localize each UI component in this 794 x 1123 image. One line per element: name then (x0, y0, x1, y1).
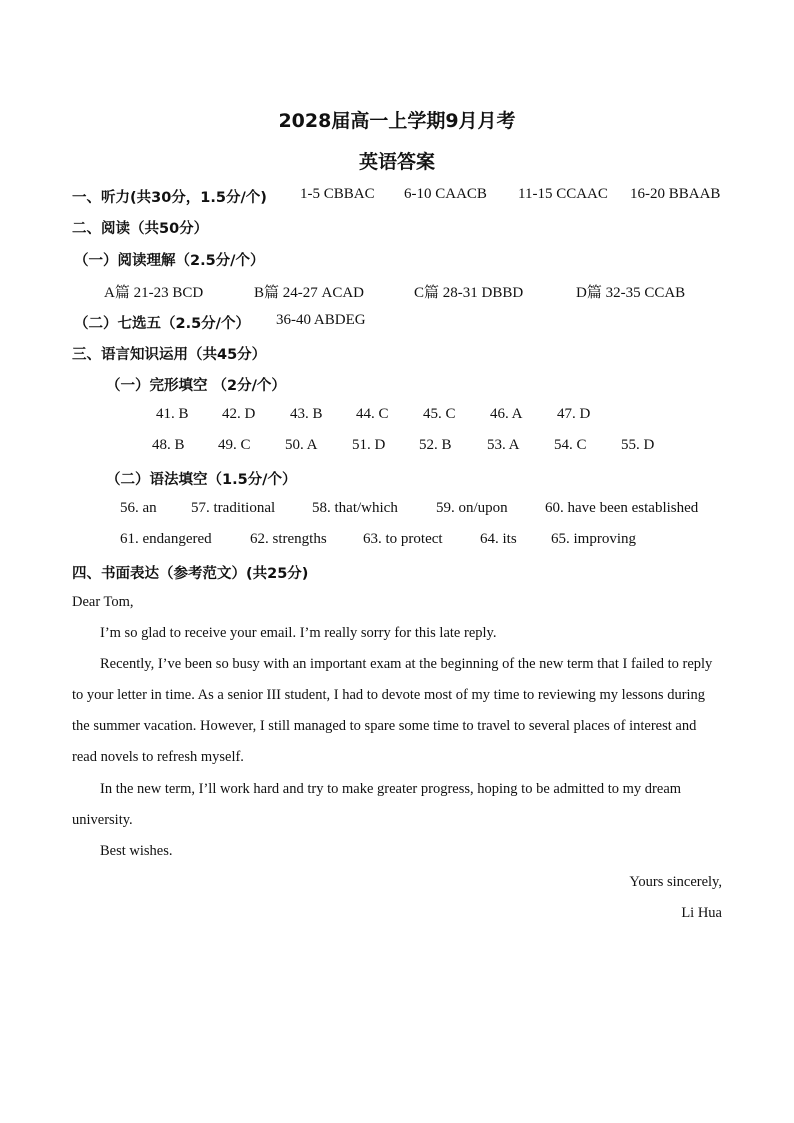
cloze-answer: 50. A (285, 437, 318, 453)
page-subtitle: 英语答案 (358, 151, 435, 173)
cloze-answer: 47. D (557, 406, 591, 422)
page-title: 2028届高一上学期9月月考 (278, 110, 516, 132)
cloze-answer: 45. C (423, 406, 456, 422)
letter-line: Best wishes. (100, 843, 173, 859)
listening-answer: 11-15 CCAAC (518, 186, 608, 202)
letter-line: Recently, I’ve been so busy with an important exam at the beginning of the new term that I failed to reply (100, 656, 713, 672)
cloze-answer: 46. A (490, 406, 523, 422)
grammar-answer: 60. have been established (545, 500, 699, 516)
listening-answer: 16-20 BBAAB (630, 186, 721, 202)
cloze-answer: 51. D (352, 437, 386, 453)
cloze-answer: 41. B (156, 406, 189, 422)
reading-answer: C篇 28-31 DBBD (414, 285, 524, 301)
grammar-answer: 65. improving (551, 531, 636, 547)
grammar-answer: 58. that/which (312, 500, 398, 516)
grammar-answer: 64. its (480, 531, 517, 547)
seven-choose-five-heading: （二）七选五（2.5分/个） (74, 316, 250, 332)
letter-line: university. (72, 812, 133, 828)
grammar-answer: 59. on/upon (436, 500, 508, 516)
letter-line: to your letter in time. As a senior III student, I had to devote most of my time to reviewing my lessons during (72, 687, 706, 703)
cloze-answer: 48. B (152, 437, 185, 453)
grammar-answer: 62. strengths (250, 531, 327, 547)
letter-line: I’m so glad to receive your email. I’m really sorry for this late reply. (100, 625, 497, 641)
cloze-answer: 43. B (290, 406, 323, 422)
grammar-answer: 56. an (120, 500, 157, 516)
listening-heading: 一、听力(共30分，1.5分/个) (72, 190, 267, 206)
grammar-answer: 63. to protect (363, 531, 443, 547)
letter-signature: Li Hua (681, 905, 722, 921)
cloze-answer: 49. C (218, 437, 251, 453)
reading-answer: D篇 32-35 CCAB (576, 285, 686, 301)
cloze-heading: （一）完形填空 （2分/个） (106, 378, 286, 394)
reading-heading: 二、阅读（共50分） (72, 221, 209, 237)
cloze-answer: 52. B (419, 437, 452, 453)
reading-comprehension-heading: （一）阅读理解（2.5分/个） (74, 253, 265, 269)
grammar-answer: 61. endangered (120, 531, 212, 547)
listening-answer: 6-10 CAACB (404, 186, 487, 202)
cloze-answer: 55. D (621, 437, 655, 453)
reading-answer: B篇 24-27 ACAD (254, 285, 365, 301)
letter-closing: Yours sincerely, (629, 874, 722, 890)
letter-line: In the new term, I’ll work hard and try to make greater progress, hoping to be admitted to my dream (100, 781, 682, 797)
grammar-heading: （二）语法填空（1.5分/个） (106, 472, 297, 488)
cloze-answer: 54. C (554, 437, 587, 453)
letter-line: the summer vacation. However, I still managed to spare some time to travel to several places of interest and (72, 718, 697, 734)
letter-line: read novels to refresh myself. (72, 749, 244, 765)
cloze-answer: 44. C (356, 406, 389, 422)
cloze-answer: 42. D (222, 406, 256, 422)
writing-heading: 四、书面表达（参考范文）(共25分) (72, 566, 309, 582)
listening-answer: 1-5 CBBAC (300, 186, 375, 202)
seven-choose-five-answer: 36-40 ABDEG (276, 312, 366, 328)
cloze-answer: 53. A (487, 437, 520, 453)
language-heading: 三、语言知识运用（共45分） (72, 347, 267, 363)
reading-answer: A篇 21-23 BCD (104, 285, 204, 301)
letter-salutation: Dear Tom, (72, 594, 134, 610)
grammar-answer: 57. traditional (191, 500, 276, 516)
